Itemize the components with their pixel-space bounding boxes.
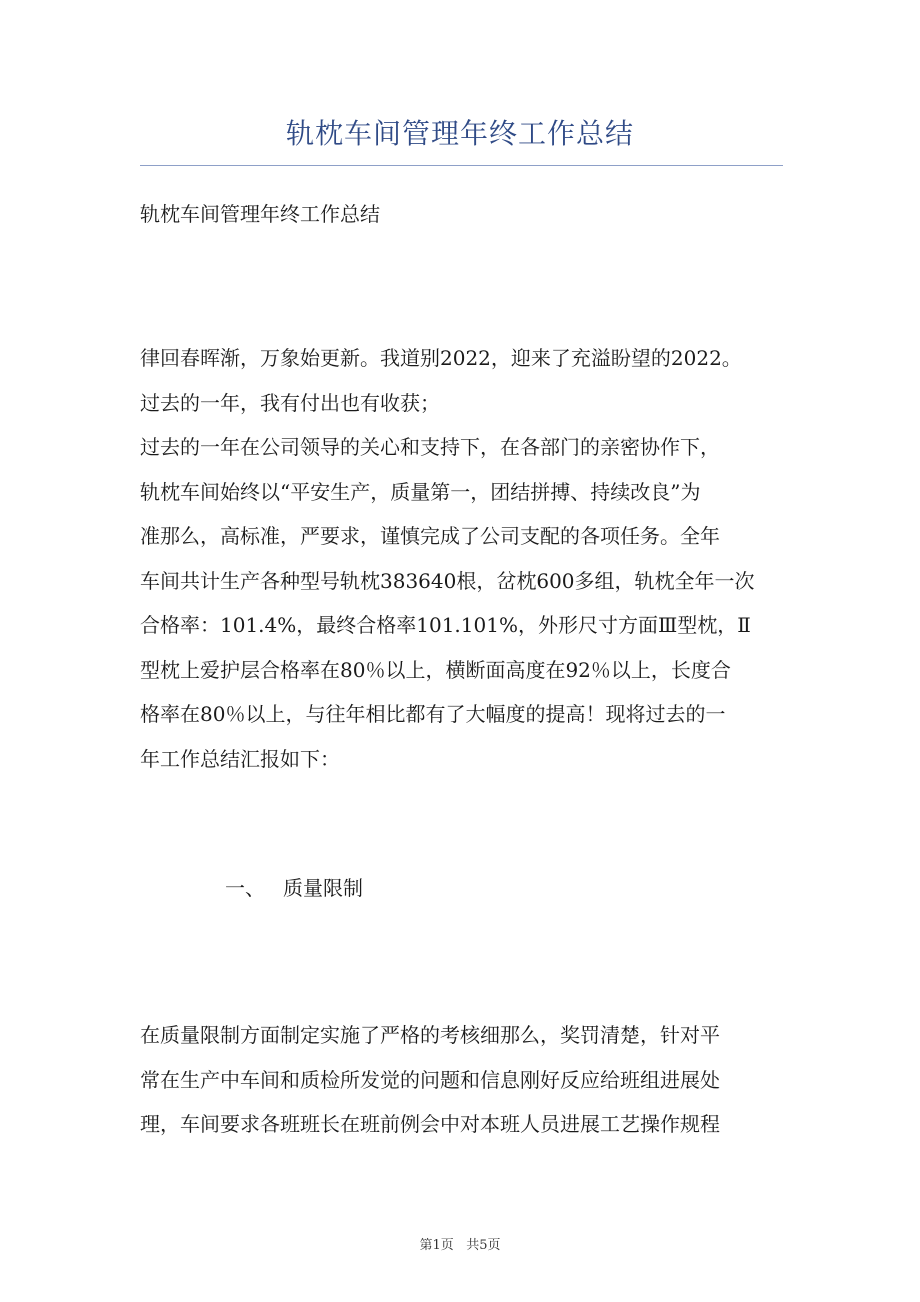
text-line: 准那么，高标准，严要求，谨慎完成了公司支配的各项任务。全年 — [140, 524, 720, 548]
page-total: 共5页 — [466, 1238, 501, 1253]
text-line: 律回春晖渐，万象始更新。我道别2022，迎来了充溢盼望的2022。 — [140, 346, 742, 370]
section-heading — [225, 871, 363, 905]
section-number: 一、 — [225, 876, 265, 900]
page-title: 轨枕车间管理年终工作总结 — [285, 117, 634, 150]
page-number: 第1页 — [419, 1238, 454, 1253]
text-line: 在质量限制方面制定实施了严格的考核细那么，奖罚清楚，针对平 — [140, 1023, 720, 1047]
text-line: 理，车间要求各班班长在班前例会中对本班人员进展工艺操作规程 — [140, 1112, 720, 1136]
section-title: 质量限制 — [283, 876, 363, 900]
text-line: 常在生产中车间和质检所发觉的问题和信息刚好反应给班组进展处 — [140, 1067, 720, 1092]
text-line: 年工作总结汇报如下： — [140, 746, 340, 771]
section-paragraph — [140, 1013, 780, 1147]
title-divider — [140, 165, 783, 166]
text-line: 合格率：101.4%，最终合格率101.101%，外形尺寸方面Ⅲ型枕，Ⅱ — [140, 613, 751, 637]
text-line: 过去的一年，我有付出也有收获； — [140, 390, 440, 415]
document-subtitle: 轨枕车间管理年终工作总结 — [140, 202, 380, 226]
text-line: 型枕上爱护层合格率在80％以上，横断面高度在92％以上，长度合 — [140, 657, 731, 682]
page-footer — [0, 1236, 920, 1256]
text-line: 格率在80％以上，与往年相比都有了大幅度的提高！现将过去的一 — [140, 702, 726, 726]
text-line: 轨枕车间始终以“平安生产，质量第一，团结拼搏、持续改良”为 — [140, 479, 701, 504]
text-line: 过去的一年在公司领导的关心和支持下，在各部门的亲密协作下， — [140, 435, 720, 459]
text-line: 车间共计生产各种型号轨枕383640根，岔枕600多组，轨枕全年一次 — [140, 568, 755, 593]
intro-paragraph — [140, 336, 780, 781]
